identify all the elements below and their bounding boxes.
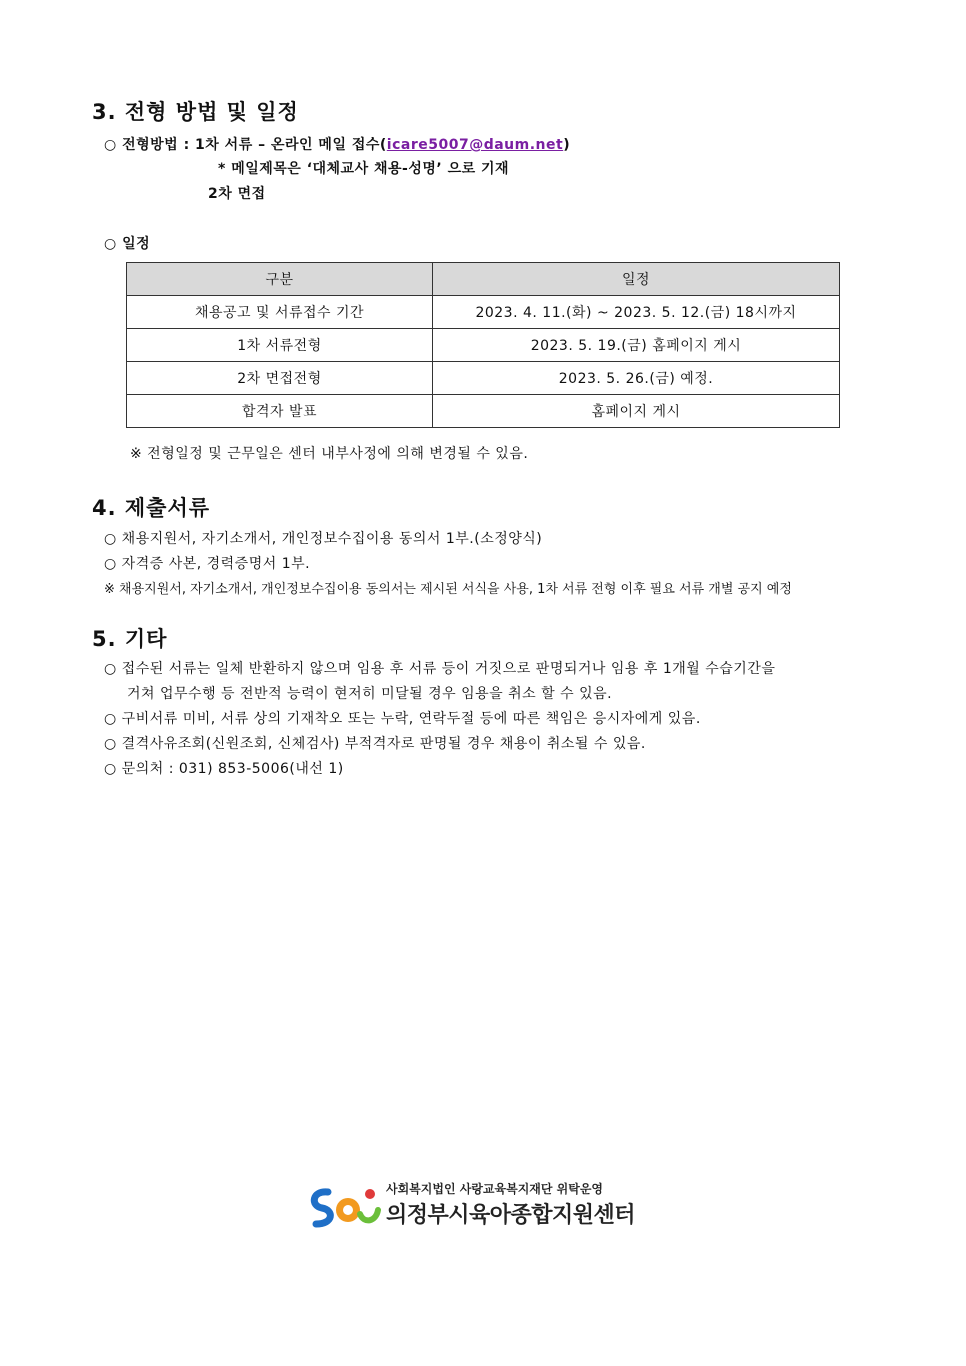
section3-title: 3. 전형 방법 및 일정 (92, 100, 299, 124)
section4-title: 4. 제출서류 (92, 496, 211, 520)
header-category: 구분 (127, 263, 433, 296)
list-item: ○ 접수된 서류는 일체 반환하지 않으며 임용 후 서류 등이 거짓으로 판명되거나 임용 후 1개월 수습기간을 (104, 661, 776, 677)
list-item: ※ 채용지원서, 자기소개서, 개인정보수집이용 동의서는 제시된 서식을 사용, 1차 서류 전형 이후 필요 서류 개별 공지 예정 (104, 582, 792, 597)
method-close: ) (563, 137, 571, 153)
list-item: ○ 자격증 사본, 경력증명서 1부. (104, 556, 311, 572)
row-schedule: 홈페이지 게시 (433, 395, 840, 428)
method-line (104, 134, 570, 154)
list-item: ○ 결격사유조회(신원조회, 신체검사) 부적격자로 판명될 경우 채용이 취소될 수 있음. (104, 736, 646, 752)
second-round: 2차 면접 (208, 186, 266, 202)
footer-subtitle: 사회복지법인 사랑교육복지재단 위탁운영 (386, 1182, 604, 1196)
row-schedule: 2023. 4. 11.(화) ~ 2023. 5. 12.(금) 18시까지 (433, 296, 840, 329)
table-row (127, 329, 840, 362)
center-logo-icon (306, 1184, 382, 1230)
email-link[interactable]: icare5007@daum.net (386, 137, 564, 153)
row-category: 2차 면접전형 (127, 362, 433, 395)
footer-logo (306, 1180, 666, 1230)
method-label: 전형방법 : 1차 서류 – 온라인 메일 접수( (122, 137, 387, 153)
table-row (127, 296, 840, 329)
list-item: ○ 문의처 : 031) 853-5006(내선 1) (104, 761, 344, 777)
table-header-row (127, 263, 840, 296)
table-row (127, 362, 840, 395)
header-schedule: 일정 (433, 263, 840, 296)
row-schedule: 2023. 5. 26.(금) 예정. (433, 362, 840, 395)
schedule-table (126, 262, 840, 428)
row-category: 합격자 발표 (127, 395, 433, 428)
table-row (127, 395, 840, 428)
row-category: 채용공고 및 서류접수 기간 (127, 296, 433, 329)
list-item: 거쳐 업무수행 등 전반적 능력이 현저히 미달될 경우 임용을 취소 할 수 있음. (127, 686, 613, 702)
method-note: * 메일제목은 ‘대체교사 채용-성명’ 으로 기재 (218, 161, 510, 177)
list-item: ○ 채용지원서, 자기소개서, 개인정보수집이용 동의서 1부.(소정양식) (104, 531, 543, 547)
list-item: ○ 구비서류 미비, 서류 상의 기재착오 또는 누락, 연락두절 등에 따른 책임은 응시자에게 있음. (104, 711, 701, 727)
table-note: ※ 전형일정 및 근무일은 센터 내부사정에 의해 변경될 수 있음. (130, 446, 529, 462)
footer-org-name: 의정부시육아종합지원센터 (386, 1203, 636, 1228)
section5-title: 5. 기타 (92, 627, 168, 651)
method-bullet: ○ (104, 137, 117, 153)
row-schedule: 2023. 5. 19.(금) 홈페이지 게시 (433, 329, 840, 362)
row-category: 1차 서류전형 (127, 329, 433, 362)
schedule-label: ○ 일정 (104, 236, 151, 252)
